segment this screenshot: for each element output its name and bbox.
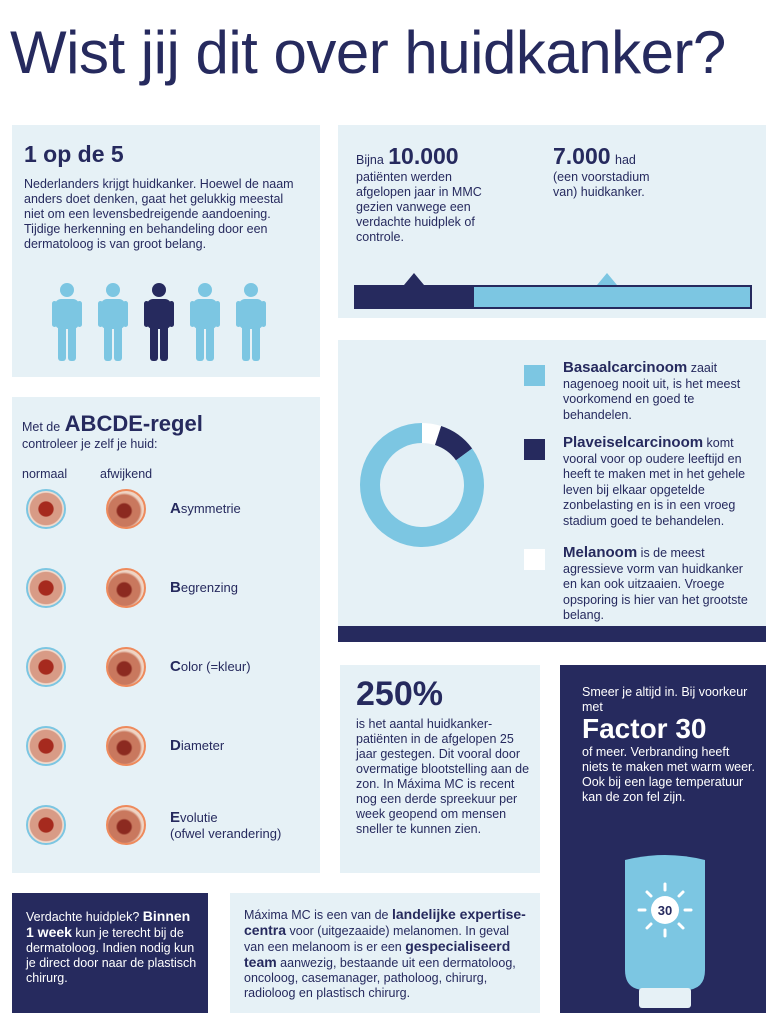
mole-normal-image	[26, 726, 66, 766]
legend-basaal-text	[563, 360, 758, 423]
page-title: Wist jij dit over huidkanker?	[10, 19, 726, 86]
abcde-label	[170, 737, 224, 754]
abcde-rule: ABCDE-regel	[64, 411, 203, 436]
patients-number-1: 10.000	[388, 143, 459, 169]
abcde-label	[170, 809, 281, 841]
abcde-intro-1: Met de	[22, 420, 61, 434]
patients-block-1	[356, 143, 506, 245]
one-in-five-text: Nederlanders krijgt huidkanker. Hoewel de naam anders doet denken, gaat het gelukkig meestal niet om een levensbedreigende aandoening. Tijdige herkenning en behandeling door een dermatoloog is van groot belang.	[24, 177, 294, 251]
increase-number: 250%	[356, 675, 443, 713]
patients-text-1: patiënten werden afgelopen jaar in MMC gezien vanwege een verdachte huidplek of controle.	[356, 170, 482, 244]
mole-abnormal-image	[106, 726, 146, 766]
abcde-word: symmetrie	[180, 501, 241, 516]
abcde-intro	[22, 411, 312, 451]
expertise-text	[244, 907, 529, 1001]
patients-bar-dark	[356, 287, 474, 307]
abcde-panel	[12, 397, 320, 873]
increase-text: is het aantal huidkanker-patiënten in de afgelopen 25 jaar gestegen. Dit vooral door overmatige blootstelling aan de zon. In Máxima MC is recent nog een derde spreekuur per week geopend om mensen sneller te kunnen zien.	[356, 717, 530, 836]
legend-plaveisel-desc: komt vooral voor op oudere leeftijd en heeft te maken met in het gehele leven bij elkaar opgetelde zonbelasting en is in een vroeg stadium goed te behandelen.	[563, 436, 746, 528]
patients-block-2	[553, 143, 673, 200]
expertise-t2: voor (uitgezaaide) melanomen. In geval van een melanoom is er een	[244, 924, 510, 954]
suspicious-bold: Binnen 1 week	[26, 908, 191, 940]
abcde-letter: C	[170, 658, 181, 675]
patients-panel	[338, 125, 766, 318]
legend-melanoom-square	[524, 549, 545, 570]
cancer-panel-footer-bar	[338, 626, 766, 642]
expertise-t1: Máxima MC is een van de	[244, 908, 392, 922]
legend-melanoom-name: Melanoom	[563, 544, 638, 561]
abcde-label	[170, 500, 241, 517]
sunscreen-intro: Smeer je altijd in. Bij voorkeur met	[582, 685, 748, 714]
abcde-word: iameter	[180, 738, 225, 753]
expertise-panel	[230, 893, 540, 1013]
sunscreen-factor: Factor 30	[582, 713, 707, 744]
person-icon	[236, 283, 266, 361]
abcde-word: olor (=kleur)	[180, 659, 251, 674]
abcde-letter: E	[170, 809, 181, 826]
legend-basaal-desc: zaait nagenoeg nooit uit, is het meest voorkomend en goed te behandelen.	[563, 361, 741, 422]
legend-melanoom-text	[563, 545, 758, 624]
abcde-letter: A	[170, 500, 181, 517]
patients-text-2: (een voorstadium van) huidkanker.	[553, 170, 650, 199]
person-icon	[98, 283, 128, 361]
person-icon	[52, 283, 82, 361]
legend-plaveisel-square	[524, 439, 545, 460]
mole-normal-image	[26, 805, 66, 845]
mole-normal-image	[26, 568, 66, 608]
cancer-types-panel	[338, 340, 766, 642]
abcde-col-normal: normaal	[22, 467, 68, 481]
mole-abnormal-image	[106, 647, 146, 687]
legend-melanoom-desc: is de meest agressieve vorm van huidkanker en kan ook uitzaaien. Vroege opsporing is hier van het grootste belang.	[563, 546, 748, 622]
abcde-label	[170, 579, 238, 596]
abcde-word: volutie	[180, 810, 218, 825]
bottle-label: 30	[657, 903, 673, 918]
mole-abnormal-image	[106, 489, 146, 529]
person-icon	[190, 283, 220, 361]
one-in-five-panel	[12, 125, 320, 377]
mole-normal-image	[26, 489, 66, 529]
patients-bar	[354, 285, 752, 309]
mole-abnormal-image	[106, 805, 146, 845]
suspicious-lead: Verdachte huidplek?	[26, 910, 143, 924]
cancer-donut-chart	[352, 415, 492, 555]
sunscreen-bottle-icon	[615, 850, 715, 1010]
bar-marker-light	[597, 273, 617, 285]
increase-panel	[340, 665, 540, 873]
expertise-t3: aanwezig, bestaande uit een dermatoloog, oncoloog, casemanager, patholoog, chirurg, radioloog en plastisch chirurg.	[244, 956, 516, 1000]
mole-abnormal-image	[106, 568, 146, 608]
suspicious-text	[26, 909, 198, 986]
abcde-letter: D	[170, 737, 181, 754]
expertise-b2: gespecialiseerd team	[244, 938, 511, 970]
legend-basaal-name: Basaalcarcinoom	[563, 359, 688, 376]
sunscreen-text: of meer. Verbranding heeft niets te maken met warm weer. Ook bij een lage temperatuur kan de zon fel zijn.	[582, 745, 755, 804]
sunscreen-panel	[560, 665, 766, 1013]
person-icon	[144, 283, 174, 361]
mole-normal-image	[26, 647, 66, 687]
expertise-b1: landelijke expertise-centra	[244, 906, 526, 938]
patients-number-2: 7.000	[553, 143, 611, 169]
patients-prefix: Bijna	[356, 153, 384, 167]
one-in-five-headline: 1 op de 5	[24, 141, 124, 167]
legend-plaveisel-text	[563, 435, 758, 529]
suspicious-panel	[12, 893, 208, 1013]
abcde-intro-2: controleer je zelf je huid:	[22, 437, 158, 451]
bar-marker-dark	[404, 273, 424, 285]
abcde-word: egrenzing	[180, 580, 238, 595]
legend-basaal-square	[524, 365, 545, 386]
abcde-label	[170, 658, 251, 675]
people-row	[52, 283, 282, 363]
patients-suffix-2: had	[615, 153, 636, 167]
abcde-extra: (ofwel verandering)	[170, 826, 282, 841]
abcde-letter: B	[170, 579, 181, 596]
abcde-col-abnormal: afwijkend	[100, 467, 153, 481]
legend-plaveisel-name: Plaveiselcarcinoom	[563, 434, 704, 451]
suspicious-body: kun je terecht bij de dermatoloog. Indien nodig kun je direct door naar de plastisch chirurg.	[26, 926, 197, 985]
